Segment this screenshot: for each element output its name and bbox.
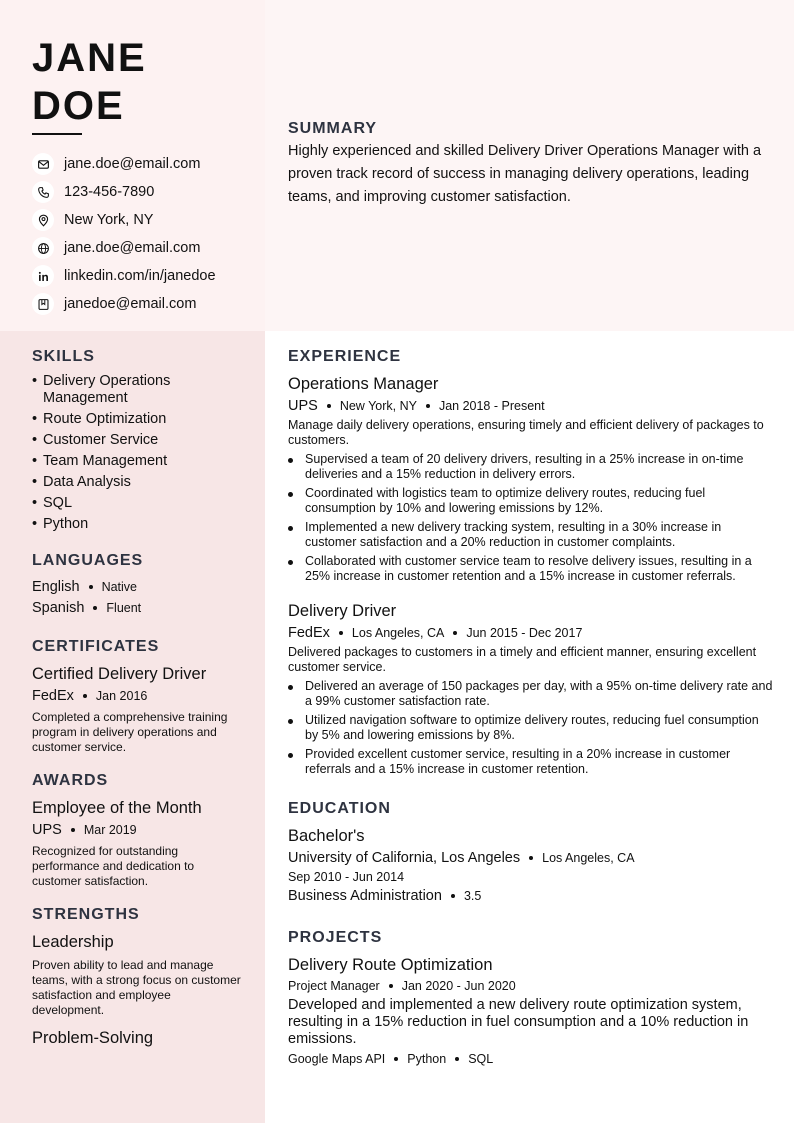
job-company: FedEx — [288, 625, 330, 641]
list-item: Utilized navigation software to optimize delivery routes, reducing fuel consumption by 5% and lowering emissions by 8%. — [288, 713, 773, 743]
award-item — [32, 799, 242, 889]
list-item: Supervised a team of 20 delivery drivers, resulting in a 25% increase in on-time deliveries and a 15% reduction in delivery errors. — [288, 452, 773, 482]
tool-tag: Google Maps API — [288, 1052, 386, 1066]
language-item — [32, 579, 137, 595]
field-meta — [288, 888, 773, 904]
education-heading: EDUCATION — [288, 800, 391, 817]
skills-list — [32, 373, 252, 537]
contact-text: jane.doe@email.com — [64, 240, 201, 256]
education-dates: Sep 2010 - Jun 2014 — [288, 870, 405, 884]
language-name: Spanish — [32, 600, 85, 616]
language-name: English — [32, 579, 80, 595]
project-desc: Developed and implemented a new delivery route optimization system, resulting in a 15% reduction in fuel consumption and a 10% reduction in emissions. — [288, 997, 749, 1047]
field-of-study: Business Administration — [288, 888, 442, 904]
projects-heading: PROJECTS — [288, 929, 383, 946]
contact-text: New York, NY — [64, 212, 154, 228]
contact-phone[interactable] — [32, 178, 216, 206]
bookmark-icon — [32, 293, 54, 315]
job-dates: Jun 2015 - Dec 2017 — [466, 626, 583, 640]
list-item: • Data Analysis — [32, 474, 131, 490]
skills-heading: SKILLS — [32, 348, 95, 365]
education-dates-row — [288, 870, 773, 884]
contact-text: linkedin.com/in/janedoe — [64, 268, 216, 284]
contact-text: jane.doe@email.com — [64, 156, 201, 172]
list-item: • Customer Service — [32, 432, 159, 448]
certificate-name: Certified Delivery Driver — [32, 665, 207, 683]
strength-item — [32, 933, 242, 1018]
list-item: Delivered an average of 150 packages per day, with a 95% on-time delivery rate and a 99% customer satisfaction rate. — [288, 679, 773, 709]
strength-name: Leadership — [32, 933, 114, 951]
first-name: JANE — [32, 36, 147, 80]
job-title: Operations Manager — [288, 375, 439, 393]
language-item — [32, 600, 141, 616]
language-level: Fluent — [106, 601, 142, 615]
project-dates: Jan 2020 - Jun 2020 — [401, 979, 516, 993]
list-item: Implemented a new delivery tracking system, resulting in a 30% increase in customer satisfaction and a 20% reduction in customer complaints. — [288, 520, 773, 550]
job-title: Delivery Driver — [288, 602, 397, 620]
list-item: • SQL — [32, 495, 73, 511]
contact-text: janedoe@email.com — [64, 296, 197, 312]
strength-item — [32, 1029, 242, 1048]
gpa: 3.5 — [463, 889, 482, 903]
contact-text: 123-456-7890 — [64, 184, 155, 200]
job-meta — [288, 398, 773, 414]
name-divider — [32, 133, 82, 135]
certificate-desc: Completed a comprehensive training program in delivery operations and customer service. — [32, 710, 228, 754]
school-location: Los Angeles, CA — [542, 851, 635, 865]
location-pin-icon — [32, 209, 54, 231]
list-item: • Python — [32, 516, 89, 532]
job-desc: Delivered packages to customers in a timely and efficient manner, ensuring excellent customer service. — [288, 645, 757, 674]
experience-heading: EXPERIENCE — [288, 348, 402, 365]
project-role: Project Manager — [288, 979, 380, 993]
phone-icon — [32, 181, 54, 203]
award-name: Employee of the Month — [32, 799, 202, 817]
job-bullets — [288, 679, 773, 777]
job-company: UPS — [288, 398, 318, 414]
list-item: • Route Optimization — [32, 411, 167, 427]
school-meta — [288, 850, 773, 866]
contact-linkedin[interactable] — [32, 262, 216, 290]
job-location: Los Angeles, CA — [351, 626, 445, 640]
certificate-meta: FedEx Jan 2016 — [32, 688, 148, 704]
strengths-heading: STRENGTHS — [32, 906, 140, 923]
job-location: New York, NY — [339, 399, 417, 413]
summary-text: Highly experienced and skilled Delivery Driver Operations Manager with a proven track record of success in managing delivery operations, leading teams, and improving customer satisfaction. — [288, 143, 762, 205]
project-name: Delivery Route Optimization — [288, 956, 493, 974]
tool-tag: Python — [407, 1052, 447, 1066]
certificate-item — [32, 665, 242, 755]
contact-other[interactable] — [32, 290, 216, 318]
school-name: University of California, Los Angeles — [288, 850, 521, 866]
award-desc: Recognized for outstanding performance and dedication to customer satisfaction. — [32, 844, 195, 888]
project-tools — [288, 1052, 773, 1066]
list-item: • Team Management — [32, 453, 168, 469]
contact-email[interactable] — [32, 150, 216, 178]
award-meta: UPS Mar 2019 — [32, 822, 137, 838]
list-item: Collaborated with customer service team to resolve delivery issues, resulting in a 25% increase in customer retention and a 15% increase in customer referrals. — [288, 554, 773, 584]
tool-tag: SQL — [468, 1052, 494, 1066]
contact-list — [32, 150, 216, 318]
email-icon — [32, 153, 54, 175]
job-desc: Manage daily delivery operations, ensuring timely and efficient delivery of packages to customers. — [288, 418, 764, 447]
project-meta — [288, 979, 773, 993]
list-item: Provided excellent customer service, resulting in a 20% increase in customer referrals and a 15% increase in customer retention. — [288, 747, 773, 777]
list-item: • Delivery Operations Management — [32, 373, 171, 406]
certificates-heading: CERTIFICATES — [32, 638, 160, 655]
education-entry — [288, 827, 773, 904]
list-item: Coordinated with logistics team to optimize delivery routes, reducing fuel consumption by 10% and lowering emissions by 12%. — [288, 486, 773, 516]
globe-icon — [32, 237, 54, 259]
awards-heading: AWARDS — [32, 772, 109, 789]
languages-heading: LANGUAGES — [32, 552, 144, 569]
candidate-name — [32, 34, 147, 130]
contact-location — [32, 206, 216, 234]
summary-heading: SUMMARY — [288, 120, 378, 137]
strength-name: Problem-Solving — [32, 1029, 154, 1047]
job-bullets — [288, 452, 773, 584]
contact-website[interactable] — [32, 234, 216, 262]
job-dates: Jan 2018 - Present — [438, 399, 545, 413]
job-entry — [288, 602, 773, 781]
project-entry — [288, 956, 773, 1066]
last-name: DOE — [32, 84, 125, 128]
job-meta — [288, 625, 773, 641]
job-entry — [288, 375, 773, 588]
degree: Bachelor's — [288, 827, 365, 845]
language-level: Native — [101, 580, 137, 594]
linkedin-icon — [32, 265, 54, 287]
strength-desc: Proven ability to lead and manage teams, with a strong focus on customer satisfaction and employee development. — [32, 958, 241, 1017]
